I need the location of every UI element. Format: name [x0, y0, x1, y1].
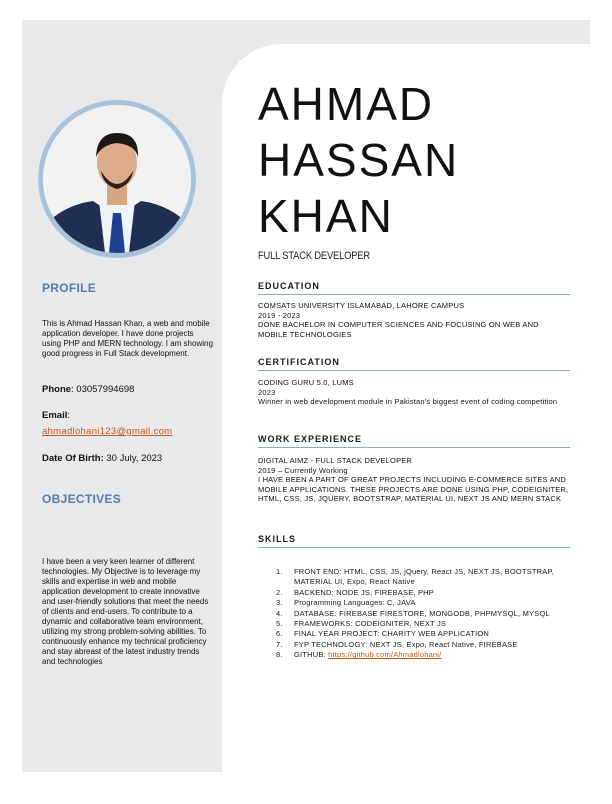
github-label: GITHUB: — [294, 650, 329, 660]
skill-text: FRAMEWORKS: CODEIGNITER, NEXT JS — [294, 619, 447, 629]
certification-name: CODING GURU 5.0, LUMS — [258, 378, 354, 387]
skill-item — [276, 609, 576, 619]
certification-year: 2023 — [258, 387, 276, 397]
objectives-text: I have been a very keen learner of different technologies. My Objective is to leverage my skills and expertise in web and mobile application development to create innovative and user-friendly solutions that meet the needs of clients and end-users. To contribute to a dynamic and collaborative team environment, utilizing my strong problem-solving abilities. To continuously enhance my technical proficiency and stay abreast of the latest industry trends and technologies — [42, 557, 209, 666]
dob-label: Date Of Birth: — [42, 453, 104, 464]
dob-line — [42, 453, 162, 464]
skill-text: BACKEND: NODE JS, FIREBASE, PHP — [294, 587, 434, 597]
email-label: Email — [42, 410, 68, 421]
job-title: FULL STACK DEVELOPER — [258, 250, 370, 262]
skill-number: 8. — [276, 650, 283, 660]
skill-item — [276, 567, 576, 588]
name-line-3: KHAN — [258, 190, 394, 242]
education-years: 2019 - 2023 — [258, 310, 301, 320]
skill-item — [276, 619, 576, 629]
certification-desc: Winner in web development module in Pakistan's biggest event of coding competition — [258, 397, 558, 406]
skill-text: Programming Languages: C, JAVA — [294, 598, 416, 608]
name-line-2: HASSAN — [258, 134, 460, 186]
work-period: 2019 – Currently Working — [258, 465, 348, 475]
skill-number: 3. — [276, 598, 283, 608]
name-line-1: AHMAD — [258, 78, 435, 130]
skill-item-github — [276, 650, 576, 660]
phone-value: : 03057994698 — [71, 384, 135, 395]
education-school: COMSATS UNIVERSITY ISLAMABAD, LAHORE CAMPUS — [258, 301, 465, 310]
skill-text: FYP TECHNOLOGY: NEXT JS, Expo, React Native, FIREBASE — [294, 639, 518, 649]
skill-number: 4. — [276, 608, 283, 618]
objectives-heading: OBJECTIVES — [42, 492, 122, 506]
skill-item — [276, 640, 576, 650]
email-label-line — [42, 410, 70, 421]
work-heading: WORK EXPERIENCE — [258, 434, 570, 448]
phone-line — [42, 384, 134, 395]
work-block — [258, 456, 570, 504]
profile-photo — [43, 105, 191, 253]
phone-label: Phone — [42, 384, 72, 395]
dob-value: 30 July, 2023 — [103, 453, 163, 464]
skills-heading: SKILLS — [258, 534, 570, 548]
email-link[interactable]: ahmadlohani123@gmail.com — [42, 426, 173, 437]
skill-item — [276, 598, 576, 608]
skill-number: 7. — [276, 639, 283, 649]
skill-text: DATABASE: FIREBASE FIRESTORE, MONGODB, PHPMYSQL, MYSQL — [294, 608, 550, 618]
education-block — [258, 301, 570, 339]
education-degree: DONE BACHELOR IN COMPUTER SCIENCES AND FOCUSING ON WEB AND MOBILE TECHNOLOGIES — [258, 320, 539, 339]
skill-item — [276, 588, 576, 598]
certification-block — [258, 378, 570, 407]
profile-text: This is Ahmad Hassan Khan, a web and mobile application developer. I have done projects using PHP and MERN technology. I am showing good progress in Full Stack development. — [42, 319, 213, 358]
education-heading: EDUCATION — [258, 281, 570, 295]
github-link[interactable]: https://github.com/Ahmadlohani/ — [328, 650, 442, 660]
skills-list — [276, 567, 576, 661]
skill-number: 1. — [276, 567, 283, 576]
skill-number: 5. — [276, 619, 283, 629]
skill-text: FRONT END: HTML, CSS, JS, jQuery, React JS, NEXT JS, BOOTSTRAP, MATERIAL UI, Expo, React Native — [294, 567, 555, 587]
email-colon: : — [67, 410, 70, 421]
work-company: DIGITAL AIMZ - FULL STACK DEVELOPER — [258, 456, 413, 465]
work-desc: I HAVE BEEN A PART OF GREAT PROJECTS INCLUDING E-COMMERCE SITES AND MOBILE APPLICATIONS. THESE PROJECTS ARE DONE USING PHP, CODEIGNITER, HTML, CSS, JS, JQUERY, BOOTSTRAP, MATERIAL UI, NEXT JS AND MERN STACK — [258, 475, 569, 503]
skill-number: 2. — [276, 587, 283, 597]
person-portrait-icon — [43, 105, 191, 253]
certification-heading: CERTIFICATION — [258, 357, 570, 371]
profile-heading: PROFILE — [42, 281, 97, 295]
skill-text: FINAL YEAR PROJECT: CHARITY WEB APPLICATION — [294, 629, 490, 639]
skill-item — [276, 629, 576, 639]
skill-number: 6. — [276, 629, 283, 639]
